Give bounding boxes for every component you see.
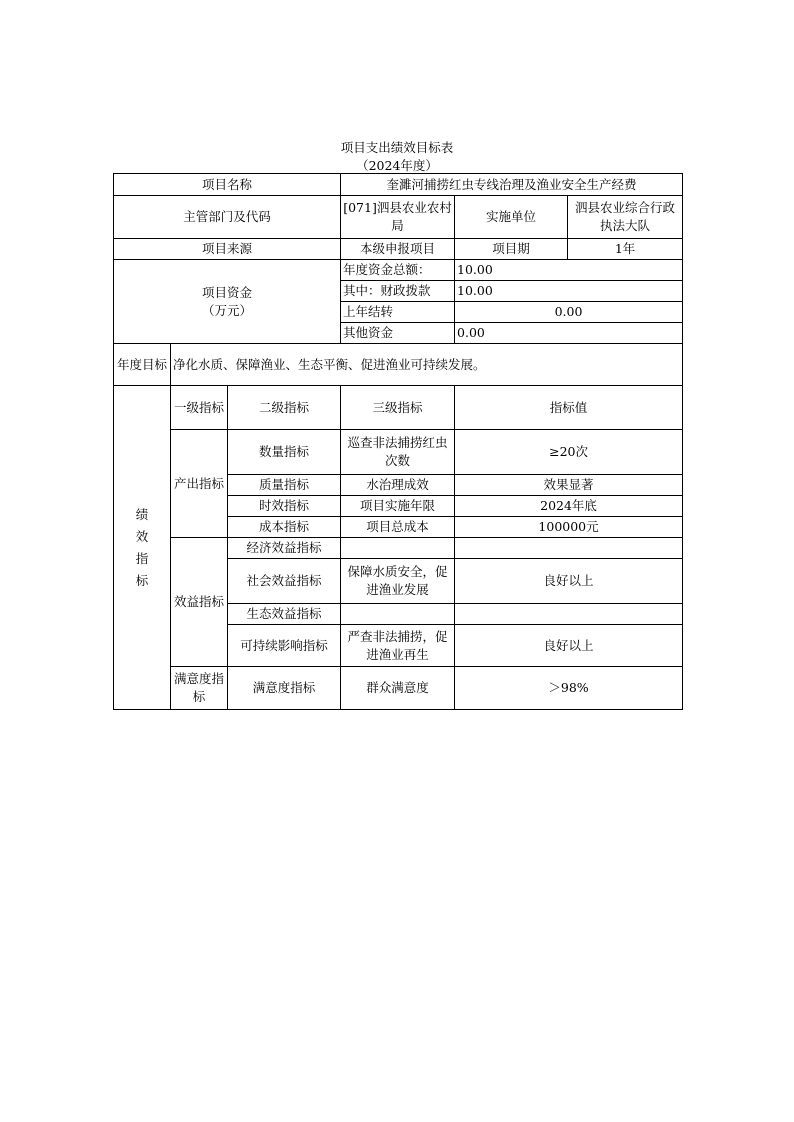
project-name-label: 项目名称 bbox=[114, 174, 341, 196]
perf-label bbox=[114, 386, 171, 710]
table-row-l2: 经济效益指标 bbox=[228, 538, 341, 559]
performance-table bbox=[113, 173, 683, 710]
unit-value: 泗县农业综合行政执法大队 bbox=[568, 196, 683, 239]
table-row-l2: 社会效益指标 bbox=[228, 559, 341, 604]
table-row-l2: 生态效益指标 bbox=[228, 604, 341, 625]
table-row-l2: 满意度指标 bbox=[228, 667, 341, 710]
funds-total-label: 年度资金总额： bbox=[341, 260, 455, 281]
table-row-l3 bbox=[341, 604, 455, 625]
funds-unit: （万元） bbox=[202, 302, 253, 318]
table-row-value: 100000元 bbox=[455, 517, 683, 538]
source-label: 项目来源 bbox=[114, 239, 341, 260]
col-level2: 二级指标 bbox=[228, 386, 341, 430]
funds-carryover-label: 上年结转 bbox=[341, 302, 455, 323]
table-row-l3: 保障水质安全，促进渔业发展 bbox=[341, 559, 455, 604]
funds-fiscal-label: 其中：财政拨款 bbox=[341, 281, 455, 302]
funds-total-value: 10.00 bbox=[455, 260, 683, 281]
dept-label: 主管部门及代码 bbox=[114, 196, 341, 239]
annual-goal-label: 年度目标 bbox=[114, 344, 171, 386]
source-value: 本级申报项目 bbox=[341, 239, 455, 260]
table-row-value: 效果显著 bbox=[455, 475, 683, 496]
funds-other-value: 0.00 bbox=[455, 323, 683, 344]
table-row-value: 2024年底 bbox=[455, 496, 683, 517]
benefit-label: 效益指标 bbox=[171, 538, 228, 667]
col-level1: 一级指标 bbox=[171, 386, 228, 430]
table-row-value: 良好以上 bbox=[455, 559, 683, 604]
table-row-value: 良好以上 bbox=[455, 625, 683, 667]
dept-value: [071]泗县农业农村局 bbox=[341, 196, 455, 239]
funds-label bbox=[114, 260, 341, 344]
col-level3: 三级指标 bbox=[341, 386, 455, 430]
funds-label-text: 项目资金 bbox=[202, 284, 253, 300]
table-row-l2: 时效指标 bbox=[228, 496, 341, 517]
funds-other-label: 其他资金 bbox=[341, 323, 455, 344]
output-label: 产出指标 bbox=[171, 430, 228, 538]
table-row-l3: 巡查非法捕捞红虫次数 bbox=[341, 430, 455, 475]
table-row-l3: 项目总成本 bbox=[341, 517, 455, 538]
table-row-l2: 成本指标 bbox=[228, 517, 341, 538]
period-value: 1年 bbox=[568, 239, 683, 260]
funds-fiscal-value: 10.00 bbox=[455, 281, 683, 302]
table-row-l3 bbox=[341, 538, 455, 559]
annual-goal-text: 净化水质、保障渔业、生态平衡、促进渔业可持续发展。 bbox=[171, 344, 683, 386]
table-year: （2024年度） bbox=[356, 158, 438, 173]
period-label: 项目期 bbox=[455, 239, 568, 260]
perf-label-text: 绩效指标 bbox=[135, 506, 149, 588]
satisfaction-label: 满意度指标 bbox=[171, 667, 228, 710]
table-row-value: ＞98% bbox=[455, 667, 683, 710]
project-name-value: 奎濉河捕捞红虫专线治理及渔业安全生产经费 bbox=[341, 174, 683, 196]
col-value: 指标值 bbox=[455, 386, 683, 430]
table-row-value bbox=[455, 538, 683, 559]
unit-label: 实施单位 bbox=[455, 196, 568, 239]
table-row-l3: 严查非法捕捞，促进渔业再生 bbox=[341, 625, 455, 667]
table-row-l3: 水治理成效 bbox=[341, 475, 455, 496]
table-row-l2: 数量指标 bbox=[228, 430, 341, 475]
funds-carryover-value: 0.00 bbox=[455, 302, 683, 323]
table-row-value: ≥20次 bbox=[455, 430, 683, 475]
table-row-l3: 项目实施年限 bbox=[341, 496, 455, 517]
table-row-l2: 质量指标 bbox=[228, 475, 341, 496]
table-row-l2: 可持续影响指标 bbox=[228, 625, 341, 667]
table-title: 项目支出绩效目标表 bbox=[340, 140, 454, 155]
table-row-value bbox=[455, 604, 683, 625]
table-row-l3: 群众满意度 bbox=[341, 667, 455, 710]
